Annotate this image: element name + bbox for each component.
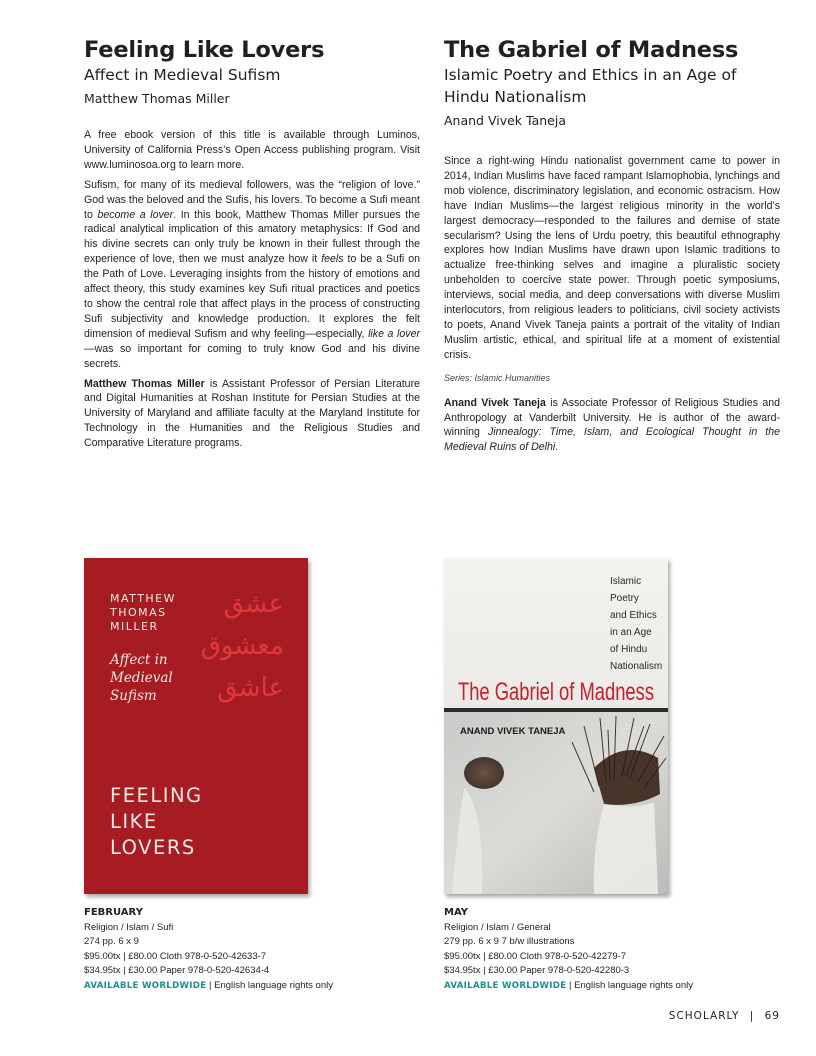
description-paragraph (84, 178, 420, 372)
desc-emphasis: feels (321, 253, 344, 266)
rights: | English language rights only (206, 979, 333, 991)
availability: AVAILABLE WORLDWIDE (84, 980, 207, 991)
book-cover-gabriel-of-madness (444, 558, 668, 894)
bio-name: Anand Vivek Taneja (444, 396, 546, 409)
bio-book-title: Jinnealogy: Time, Islam, and Ecological Thought in the Medieval Ruins of Delhi (444, 426, 780, 454)
book-subtitle: Islamic Poetry and Ethics in an Age of Hindu Nationalism (444, 66, 737, 106)
desc-text: —was so important for coming to truly know God and his divine secrets. (84, 342, 420, 370)
desc-emphasis: like a lover (368, 327, 421, 340)
page-count: 274 pp. 6 x 9 (84, 936, 139, 948)
desc-emphasis: become a lover (97, 208, 174, 221)
paper-price: $34.95tx | £30.00 Paper 978-0-520-42634-4 (84, 965, 270, 977)
description-paragraph: Since a right-wing Hindu nationalist government came to power in 2014, Indian Muslims have faced rampant Islamophobia, lynchings and mob violence, discriminatory legislation, and economic ostracism. How have Indian Muslims—the largest religious minority in the world’s largest democracy—responded to the failures and demise of state secularism? Using the lens of Urdu poetry, this beautiful ethnography explores how Indian Muslims have drawn upon Islamic traditions to actualize free-thinking selves and imagine a pluralistic society unbeholden to coercive state power. Through poetic symposiums, interviews, social media, and deep conversations with diverse Muslim interlocutors, from religious leaders to politicians, civil society activists to poets, Anand Vivek Taneja paints a portrait of the vitality of Indian Muslim artistic, ethical, and spiritual life at a moment of existential crisis. (444, 155, 780, 361)
pub-month: FEBRUARY (84, 907, 143, 918)
book-cover-feeling-like-lovers (84, 558, 308, 894)
book-subtitle: Affect in Medieval Sufism (84, 66, 281, 84)
cover-arabic-line: معشوق (200, 631, 284, 661)
cover-subtitle-line: in an Age (610, 627, 652, 638)
cover-figure-robe (594, 802, 658, 894)
paper-price: $34.95tx | £30.00 Paper 978-0-520-42280-3 (444, 965, 630, 977)
cover-title: The Gabriel of Madness (458, 678, 654, 706)
cloth-price: $95.00tx | £80.00 Cloth 978-0-520-42279-7 (444, 950, 627, 962)
cover-subtitle-line: of Hindu (610, 644, 648, 655)
cover-author-line: MILLER (110, 620, 159, 633)
book-author: Anand Vivek Taneja (444, 113, 566, 128)
cover-subtitle-line: Affect in (110, 652, 168, 668)
page-footer (669, 1010, 780, 1022)
bio-text: . (555, 441, 559, 454)
book-description (84, 128, 420, 451)
availability: AVAILABLE WORLDWIDE (444, 980, 567, 991)
cover-art (84, 558, 308, 894)
bio-text: is Assistant Professor of Persian Literature and Digital Humanities at Roshan Institute for Persian Studies at the University of Maryland and affiliate faculty at the Maryland Institute for Technology in the Humanities and the Religious Studies and Comparative Literature programs. (84, 377, 420, 450)
cover-figure-head (464, 757, 504, 789)
book-description (444, 154, 780, 455)
cover-arabic-line: عاشق (217, 673, 284, 703)
cover-subtitle-line: Nationalism (610, 661, 663, 672)
cover-author-line: MATTHEW (110, 592, 177, 605)
pub-month: MAY (444, 907, 468, 918)
cover-art (444, 558, 668, 894)
cloth-price: $95.00tx | £80.00 Cloth 978-0-520-42633-7 (84, 950, 267, 962)
cover-author: ANAND VIVEK TANEJA (460, 726, 566, 737)
author-bio (84, 377, 420, 452)
book-gabriel-of-madness (444, 36, 780, 460)
desc-text: . In this book, Matthew Thomas Miller pursues the radical analytical implication of this amatory metaphysics: If God and his divine secrets can only truly be known in their fullest through the experience of love, then we must analyze how it (84, 208, 420, 266)
cover-author-line: THOMAS (110, 606, 167, 619)
footer-separator: | (749, 1010, 755, 1022)
series-label: Series: Islamic Humanities (444, 372, 551, 383)
cover-title-line: FEELING (110, 784, 203, 807)
section-label: SCHOLARLY (668, 1010, 740, 1022)
book-title: Feeling Like Lovers (84, 37, 325, 63)
category: Religion / Islam / General (444, 921, 551, 933)
rights: | English language rights only (566, 979, 693, 991)
desc-text: Sufism, for many of its medieval followers, was the “religion of love.” God was the beloved and the Sufis, his lovers. To become a Sufi meant to (84, 178, 420, 221)
book-title: The Gabriel of Madness (444, 37, 739, 63)
cover-subtitle-line: Sufism (110, 688, 157, 704)
rights-line (444, 979, 780, 994)
category: Religion / Islam / Sufi (84, 921, 174, 933)
book-feeling-like-lovers (84, 36, 420, 456)
cover-subtitle-line: Medieval (110, 670, 173, 686)
cover-subtitle-line: Poetry (610, 593, 639, 604)
cover-subtitle-line: Islamic (610, 576, 642, 587)
rights-line (84, 979, 420, 994)
cover-arabic-line: عشق (223, 589, 284, 619)
desc-text: to be a Sufi on the Path of Love. Leveraging insights from the history of emotions and affect theory, this study examines key Sufi ritual practices and poetics to show the central role that affect plays in the process of constructing Sufi subjectivity and knowledge production. It explores the felt dimension of medieval Sufism and why feeling—especially, (84, 253, 421, 340)
page-number: 69 (764, 1010, 780, 1022)
bio-name: Matthew Thomas Miller (84, 377, 205, 390)
bio-text: is Associate Professor of Religious Studies and Anthropology at Vanderbilt University. He is author of the award-winning (444, 396, 781, 439)
author-bio (444, 396, 780, 456)
ebook-note: A free ebook version of this title is available through Luminos, University of California Press’s Open Access publishing program. Visit www.luminosoa.org to learn more. (84, 129, 420, 171)
cover-rule (444, 708, 668, 712)
cover-title-line: LOVERS (110, 836, 196, 859)
cover-subtitle-line: and Ethics (610, 610, 657, 621)
cover-title-line: LIKE (110, 810, 158, 833)
page-count: 279 pp. 6 x 9 7 b/w illustrations (444, 936, 575, 948)
book-metadata (444, 906, 780, 994)
book-author: Matthew Thomas Miller (84, 91, 230, 106)
book-metadata (84, 906, 420, 994)
